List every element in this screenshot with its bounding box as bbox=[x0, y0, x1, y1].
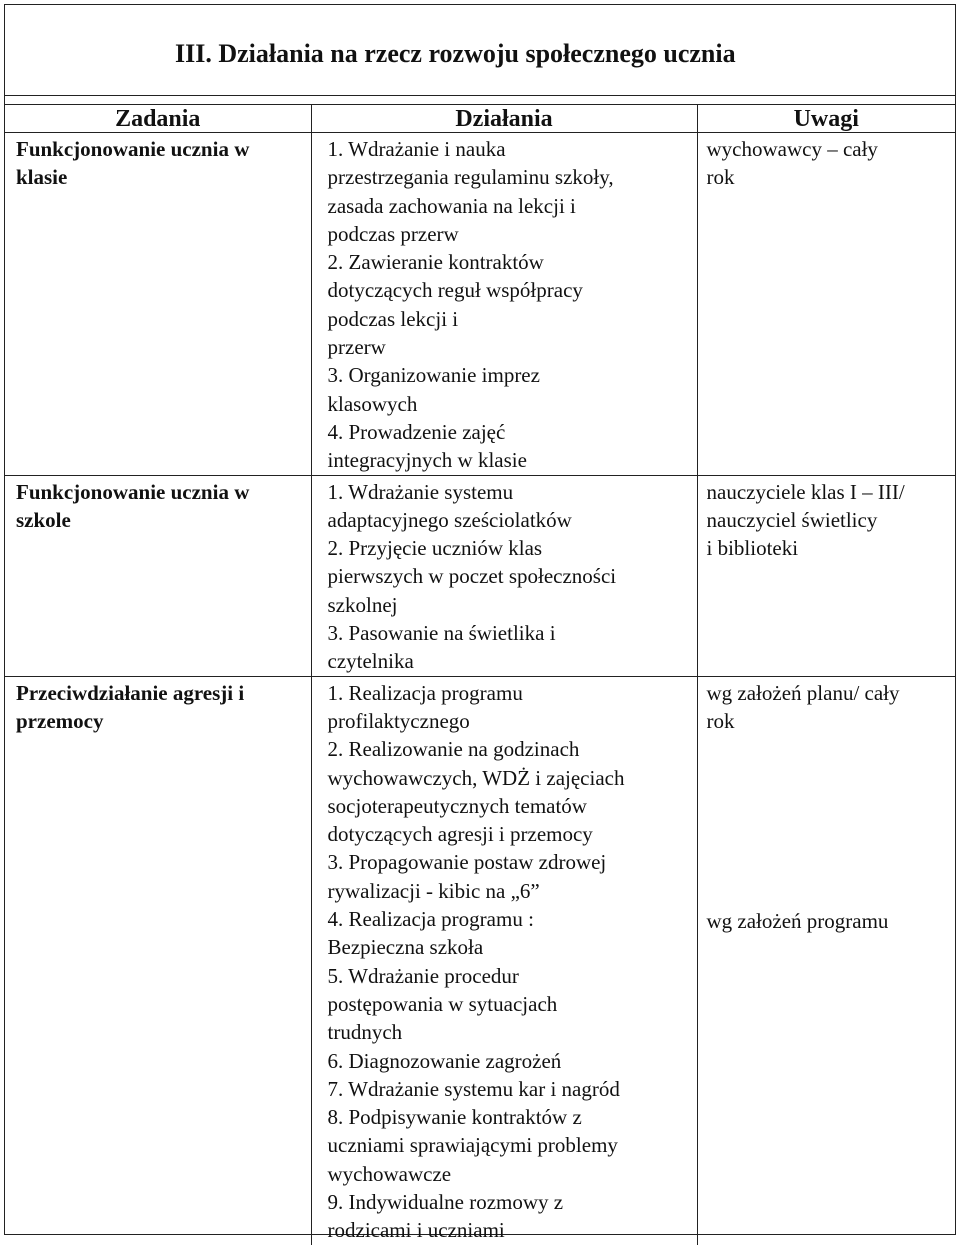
header-notes: Uwagi bbox=[697, 105, 955, 133]
table-header-row bbox=[5, 105, 955, 133]
action-line: socjoterapeutycznych tematów bbox=[327, 793, 587, 818]
action-line: rywalizacji - kibic na „6” bbox=[327, 878, 540, 903]
task-label: Funkcjonowanie ucznia w klasie bbox=[16, 137, 250, 189]
notes-cell bbox=[697, 676, 955, 1244]
note-text: wg założeń planu/ cały rok bbox=[706, 680, 900, 733]
header-tasks: Zadania bbox=[5, 105, 311, 133]
action-line: przerw bbox=[327, 335, 386, 360]
notes-cell bbox=[697, 133, 955, 476]
action-line: 7. Wdrażanie systemu kar i nagród bbox=[327, 1076, 620, 1101]
task-label: Przeciwdziałanie agresji i przemocy bbox=[16, 680, 245, 733]
actions-cell bbox=[311, 133, 697, 476]
action-line: postępowania w sytuacjach bbox=[327, 991, 558, 1016]
task-cell bbox=[5, 133, 311, 476]
actions-cell bbox=[311, 475, 697, 676]
header-actions: Działania bbox=[311, 105, 697, 133]
action-line: 3. Pasowanie na świetlika i bbox=[327, 621, 556, 646]
action-line: dotyczących reguł współpracy bbox=[327, 278, 583, 303]
activities-table bbox=[5, 104, 955, 1245]
action-line: czytelnika bbox=[327, 649, 414, 674]
action-line: zasada zachowania na lekcji i bbox=[327, 193, 576, 218]
action-line: 1. Wdrażanie i nauka bbox=[327, 137, 506, 161]
action-line: szkolnej bbox=[327, 592, 398, 617]
action-line: 5. Wdrażanie procedur bbox=[327, 963, 519, 988]
action-line: 3. Organizowanie imprez bbox=[327, 363, 540, 388]
notes-cell bbox=[697, 475, 955, 676]
action-line: integracyjnych w klasie bbox=[327, 448, 527, 473]
action-line: adaptacyjnego sześciolatków bbox=[327, 507, 572, 532]
action-line: pierwszych w poczet społeczności bbox=[327, 564, 617, 589]
action-line: rodzicami i uczniami bbox=[327, 1218, 505, 1243]
document-frame bbox=[4, 4, 956, 1243]
action-line: 9. Indywidualne rozmowy z bbox=[327, 1189, 564, 1214]
actions-list bbox=[312, 677, 697, 1245]
actions-list bbox=[312, 476, 697, 676]
task-cell bbox=[5, 676, 311, 1244]
action-line: trudnych bbox=[327, 1020, 403, 1045]
table-row bbox=[5, 133, 955, 476]
action-line: 1. Wdrażanie systemu bbox=[327, 479, 514, 504]
action-line: 6. Diagnozowanie zagrożeń bbox=[327, 1048, 562, 1073]
action-line: 8. Podpisywanie kontraktów z bbox=[327, 1105, 582, 1130]
task-cell bbox=[5, 475, 311, 676]
title-box bbox=[5, 5, 955, 96]
table-row bbox=[5, 475, 955, 676]
action-line: 3. Propagowanie postaw zdrowej bbox=[327, 850, 607, 875]
table-row bbox=[5, 676, 955, 1244]
action-line: wychowawcze bbox=[327, 1161, 452, 1186]
action-line: Bezpieczna szkoła bbox=[327, 935, 484, 960]
action-line: profilaktycznego bbox=[327, 708, 470, 733]
action-line: przestrzegania regulaminu szkoły, bbox=[327, 165, 614, 190]
action-line: 2. Realizowanie na godzinach bbox=[327, 737, 580, 762]
action-line: wychowawczych, WDŻ i zajęciach bbox=[327, 765, 625, 790]
action-line: dotyczących agresji i przemocy bbox=[327, 822, 593, 847]
action-line: 2. Zawieranie kontraktów bbox=[327, 250, 544, 275]
action-line: podczas przerw bbox=[327, 221, 459, 246]
action-line: uczniami sprawiającymi problemy bbox=[327, 1133, 618, 1158]
action-line: podczas lekcji i bbox=[327, 306, 459, 331]
note-text-secondary: wg założeń programu bbox=[706, 908, 889, 933]
note-text: wychowawcy – cały rok bbox=[706, 137, 878, 189]
actions-cell bbox=[311, 676, 697, 1244]
action-line: 4. Realizacja programu : bbox=[327, 907, 534, 932]
action-line: 1. Realizacja programu bbox=[327, 680, 523, 705]
note-text: nauczyciele klas I – III/ nauczyciel świetlicy i biblioteki bbox=[706, 479, 905, 560]
section-title: III. Działania na rzecz rozwoju społecznego ucznia bbox=[175, 39, 736, 68]
actions-list bbox=[312, 133, 697, 475]
task-label: Funkcjonowanie ucznia w szkole bbox=[16, 479, 250, 532]
action-line: klasowych bbox=[327, 391, 418, 416]
action-line: 2. Przyjęcie uczniów klas bbox=[327, 536, 543, 561]
action-line: 4. Prowadzenie zajęć bbox=[327, 419, 506, 444]
